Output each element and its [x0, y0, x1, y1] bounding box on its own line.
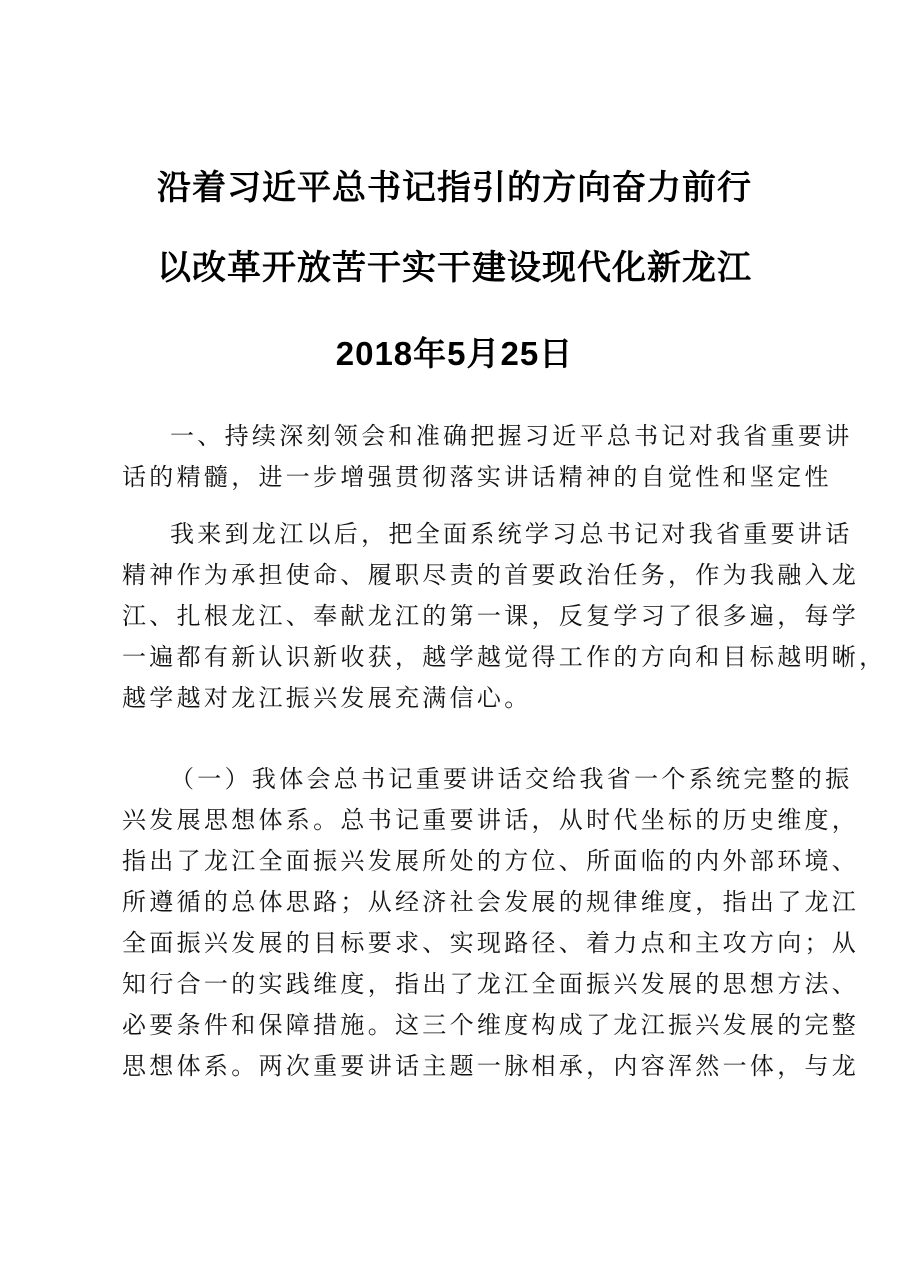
paragraph-line: 精神作为承担使命、履职尽责的首要政治任务，作为我融入龙: [122, 561, 860, 589]
paragraph-line: 一遍都有新认识新收获，越学越觉得工作的方向和目标越明晰，: [122, 643, 887, 671]
title-line-1: 沿着习近平总书记指引的方向奋力前行: [157, 168, 752, 208]
paragraph-line: 指出了龙江全面振兴发展所处的方位、所面临的内外部环境、: [122, 847, 860, 875]
paragraph-line: 江、扎根龙江、奉献龙江的第一课，反复学习了很多遍，每学: [122, 602, 860, 630]
paragraph-line: （一）我体会总书记重要讲话交给我省一个系统完整的振: [170, 765, 853, 793]
paragraph-1: [122, 416, 853, 498]
paragraph-3: [122, 759, 860, 1087]
paragraph-line: 兴发展思想体系。总书记重要讲话，从时代坐标的历史维度，: [122, 806, 860, 834]
paragraph-line: 思想体系。两次重要讲话主题一脉相承，内容浑然一体，与龙: [122, 1052, 860, 1080]
paragraph-line: 所遵循的总体思路；从经济社会发展的规律维度，指出了龙江: [122, 888, 860, 916]
paragraph-line: 越学越对龙江振兴发展充满信心。: [122, 684, 532, 712]
paragraph-line: 我来到龙江以后，把全面系统学习总书记对我省重要讲话: [170, 520, 853, 548]
paragraph-line: 知行合一的实践维度，指出了龙江全面振兴发展的思想方法、: [122, 970, 860, 998]
paragraph-2: [122, 514, 887, 719]
document-date: 2018年5月25日: [335, 335, 574, 372]
paragraph-line: 全面振兴发展的目标要求、实现路径、着力点和主攻方向；从: [122, 929, 860, 957]
title-line-2: 以改革开放苦干实干建设现代化新龙江: [157, 248, 752, 288]
paragraph-line: 话的精髓，进一步增强贯彻落实讲话精神的自觉性和坚定性: [122, 463, 832, 491]
paragraph-line: 必要条件和保障措施。这三个维度构成了龙江振兴发展的完整: [122, 1011, 860, 1039]
paragraph-line: 一、持续深刻领会和准确把握习近平总书记对我省重要讲: [170, 422, 853, 450]
